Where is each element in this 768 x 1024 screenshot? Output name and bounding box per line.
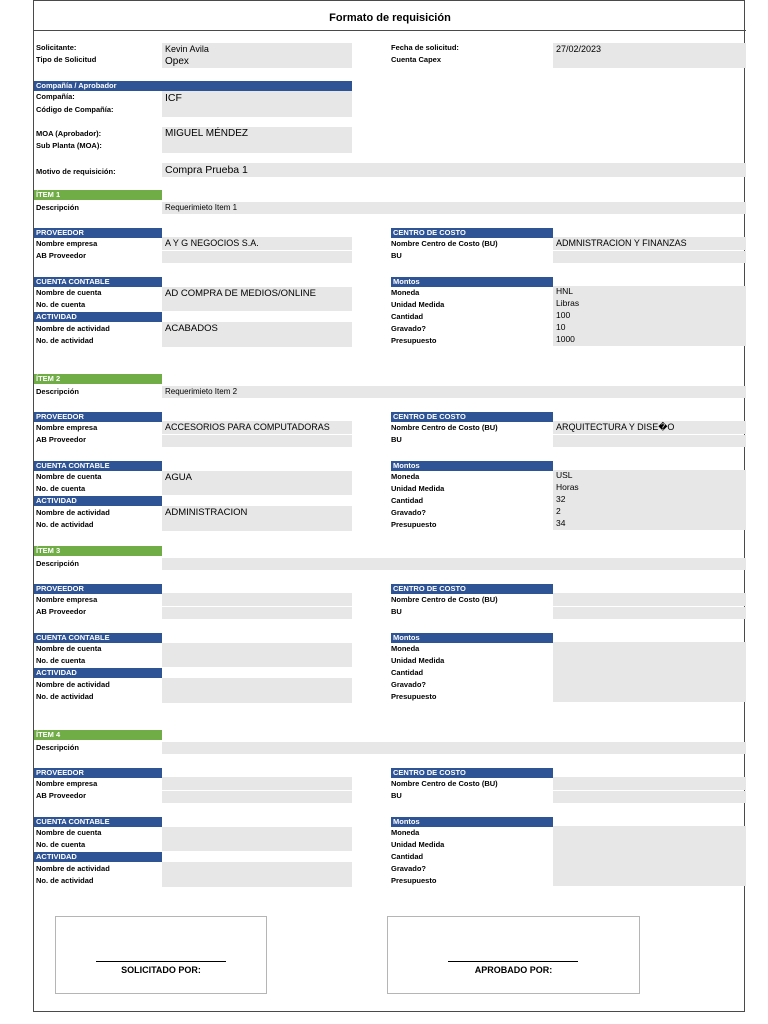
nombre-empresa-field[interactable] [162,593,352,606]
bu-label: BU [391,251,402,260]
cuenta-contable-header: CUENTA CONTABLE [34,277,162,287]
aprobado-signature-box[interactable] [387,916,640,994]
no-actividad-label: No. de actividad [36,336,94,345]
nombre-centro-field[interactable]: ARQUITECTURA Y DISE�O [553,421,746,434]
proveedor-header: PROVEEDOR [34,228,162,238]
no-actividad-field[interactable] [162,519,352,531]
descripcion-label: Descripción [36,203,79,212]
motivo-label: Motivo de requisición: [36,167,116,176]
bu-field[interactable] [553,435,746,447]
no-actividad-label: No. de actividad [36,520,94,529]
presupuesto-label: Presupuesto [391,692,437,701]
moa-label: MOA (Aprobador): [36,129,102,138]
moneda-label: Moneda [391,288,420,297]
no-cuenta-label: No. de cuenta [36,300,86,309]
tipo-solicitud-label: Tipo de Solicitud [36,55,97,64]
nombre-actividad-label: Nombre de actividad [36,864,110,873]
descripcion-field[interactable] [162,558,746,570]
no-actividad-label: No. de actividad [36,692,94,701]
montos-values-bg [553,286,746,346]
ab-proveedor-label: AB Proveedor [36,607,87,616]
descripcion-label: Descripción [36,743,79,752]
presupuesto-value[interactable]: 1000 [556,334,575,344]
actividad-header: ACTIVIDAD [34,496,162,506]
moneda-value[interactable]: USL [556,470,573,480]
nombre-actividad-label: Nombre de actividad [36,680,110,689]
unidad-label: Unidad Medida [391,484,445,493]
gravado-label: Gravado? [391,508,427,517]
centro-costo-header: CENTRO DE COSTO [391,228,553,238]
nombre-centro-field[interactable]: ADMNISTRACION Y FINANZAS [553,237,746,250]
nombre-empresa-label: Nombre empresa [36,779,98,788]
nombre-actividad-field[interactable] [162,678,352,691]
nombre-centro-label: Nombre Centro de Costo (BU) [391,239,498,248]
unidad-label: Unidad Medida [391,840,445,849]
nombre-cuenta-field[interactable] [162,643,352,656]
nombre-centro-field[interactable] [553,593,746,606]
item-title: ÍTEM 1 [34,190,162,200]
moneda-label: Moneda [391,644,420,653]
bu-label: BU [391,607,402,616]
title-divider [34,30,746,31]
presupuesto-label: Presupuesto [391,876,437,885]
actividad-header: ACTIVIDAD [34,312,162,322]
motivo-field[interactable]: Compra Prueba 1 [162,163,746,177]
gravado-label: Gravado? [391,864,427,873]
nombre-actividad-label: Nombre de actividad [36,324,110,333]
descripcion-label: Descripción [36,387,79,396]
montos-header: Montos [391,633,553,643]
ab-proveedor-label: AB Proveedor [36,791,87,800]
nombre-empresa-label: Nombre empresa [36,239,98,248]
nombre-cuenta-field[interactable]: AD COMPRA DE MEDIOS/ONLINE [162,287,352,300]
nombre-actividad-label: Nombre de actividad [36,508,110,517]
nombre-empresa-field[interactable] [162,777,352,790]
nombre-cuenta-label: Nombre de cuenta [36,828,102,837]
fecha-label: Fecha de solicitud: [391,43,459,52]
actividad-header: ACTIVIDAD [34,668,162,678]
nombre-empresa-field[interactable]: ACCESORIOS PARA COMPUTADORAS [162,421,352,434]
montos-header: Montos [391,277,553,287]
ab-proveedor-field[interactable] [162,607,352,619]
nombre-centro-field[interactable] [553,777,746,790]
fecha-field[interactable]: 27/02/2023 [553,43,746,55]
gravado-value[interactable]: 2 [556,506,561,516]
presupuesto-label: Presupuesto [391,336,437,345]
capex-field[interactable] [553,55,746,68]
no-cuenta-field[interactable] [162,656,352,667]
ab-proveedor-label: AB Proveedor [36,251,87,260]
nombre-centro-label: Nombre Centro de Costo (BU) [391,779,498,788]
cantidad-label: Cantidad [391,496,424,505]
montos-values-bg [553,642,746,702]
nombre-cuenta-field[interactable] [162,827,352,840]
requisition-form [33,0,745,1012]
no-actividad-field[interactable] [162,691,352,703]
no-actividad-field[interactable] [162,875,352,887]
proveedor-header: PROVEEDOR [34,768,162,778]
no-cuenta-field[interactable] [162,484,352,495]
item-title: ÍTEM 3 [34,546,162,556]
montos-values-bg [553,826,746,886]
bu-field[interactable] [553,251,746,263]
bu-field[interactable] [553,791,746,803]
aprobado-signature-line [448,961,578,962]
aprobado-label: APROBADO POR: [474,965,553,975]
gravado-label: Gravado? [391,324,427,333]
montos-values-bg [553,470,746,530]
descripcion-field[interactable]: Requerimieto Item 2 [162,386,746,398]
moneda-label: Moneda [391,472,420,481]
centro-costo-header: CENTRO DE COSTO [391,584,553,594]
company-section-header: Compañía / Aprobador [34,81,352,91]
cantidad-value[interactable]: 100 [556,310,571,320]
ab-proveedor-field[interactable] [162,251,352,263]
solicitado-signature-box[interactable] [55,916,267,994]
no-actividad-field[interactable] [162,335,352,347]
montos-header: Montos [391,461,553,471]
nombre-empresa-label: Nombre empresa [36,423,98,432]
nombre-cuenta-label: Nombre de cuenta [36,472,102,481]
cantidad-value[interactable]: 32 [556,494,566,504]
descripcion-field[interactable] [162,742,746,754]
bu-field[interactable] [553,607,746,619]
proveedor-header: PROVEEDOR [34,412,162,422]
no-cuenta-label: No. de cuenta [36,656,86,665]
nombre-empresa-label: Nombre empresa [36,595,98,604]
nombre-cuenta-label: Nombre de cuenta [36,644,102,653]
unidad-label: Unidad Medida [391,300,445,309]
descripcion-field[interactable]: Requerimieto Item 1 [162,202,746,214]
no-cuenta-label: No. de cuenta [36,484,86,493]
centro-costo-header: CENTRO DE COSTO [391,412,553,422]
nombre-cuenta-field[interactable]: AGUA [162,471,352,484]
form-title: Formato de requisición [329,12,451,24]
descripcion-label: Descripción [36,559,79,568]
centro-costo-header: CENTRO DE COSTO [391,768,553,778]
bu-label: BU [391,435,402,444]
ab-proveedor-field[interactable] [162,435,352,447]
solicitado-label: SOLICITADO POR: [121,965,201,975]
ab-proveedor-field[interactable] [162,791,352,803]
codigo-compania-label: Código de Compañía: [36,105,114,114]
item-title: ÍTEM 4 [34,730,162,740]
no-cuenta-field[interactable] [162,840,352,851]
cantidad-label: Cantidad [391,852,424,861]
ab-proveedor-label: AB Proveedor [36,435,87,444]
cuenta-contable-header: CUENTA CONTABLE [34,817,162,827]
cantidad-label: Cantidad [391,312,424,321]
nombre-empresa-field[interactable]: A Y G NEGOCIOS S.A. [162,237,352,250]
compania-field[interactable]: ICF [162,91,352,117]
capex-label: Cuenta Capex [391,55,442,64]
solicitante-field[interactable]: Kevin Avila [162,43,352,55]
cuenta-contable-header: CUENTA CONTABLE [34,633,162,643]
moa-field[interactable]: MIGUEL MÉNDEZ [162,127,352,153]
nombre-centro-label: Nombre Centro de Costo (BU) [391,423,498,432]
no-cuenta-label: No. de cuenta [36,840,86,849]
nombre-actividad-field[interactable]: ACABADOS [162,322,352,335]
unidad-value[interactable]: Libras [556,298,580,308]
subplanta-label: Sub Planta (MOA): [36,141,102,150]
tipo-solicitud-field[interactable]: Opex [162,55,352,68]
nombre-centro-label: Nombre Centro de Costo (BU) [391,595,498,604]
nombre-cuenta-label: Nombre de cuenta [36,288,102,297]
unidad-label: Unidad Medida [391,656,445,665]
compania-label: Compañía: [36,92,75,101]
nombre-actividad-field[interactable] [162,862,352,875]
montos-header: Montos [391,817,553,827]
item-title: ÍTEM 2 [34,374,162,384]
solicitante-label: Solicitante: [36,43,77,52]
nombre-actividad-field[interactable]: ADMINISTRACION [162,506,352,519]
gravado-value[interactable]: 10 [556,322,566,332]
solicitado-signature-line [96,961,226,962]
cantidad-label: Cantidad [391,668,424,677]
moneda-value[interactable]: HNL [556,286,574,296]
presupuesto-label: Presupuesto [391,520,437,529]
proveedor-header: PROVEEDOR [34,584,162,594]
cuenta-contable-header: CUENTA CONTABLE [34,461,162,471]
presupuesto-value[interactable]: 34 [556,518,566,528]
unidad-value[interactable]: Horas [556,482,579,492]
moneda-label: Moneda [391,828,420,837]
bu-label: BU [391,791,402,800]
actividad-header: ACTIVIDAD [34,852,162,862]
no-cuenta-field[interactable] [162,300,352,311]
no-actividad-label: No. de actividad [36,876,94,885]
gravado-label: Gravado? [391,680,427,689]
